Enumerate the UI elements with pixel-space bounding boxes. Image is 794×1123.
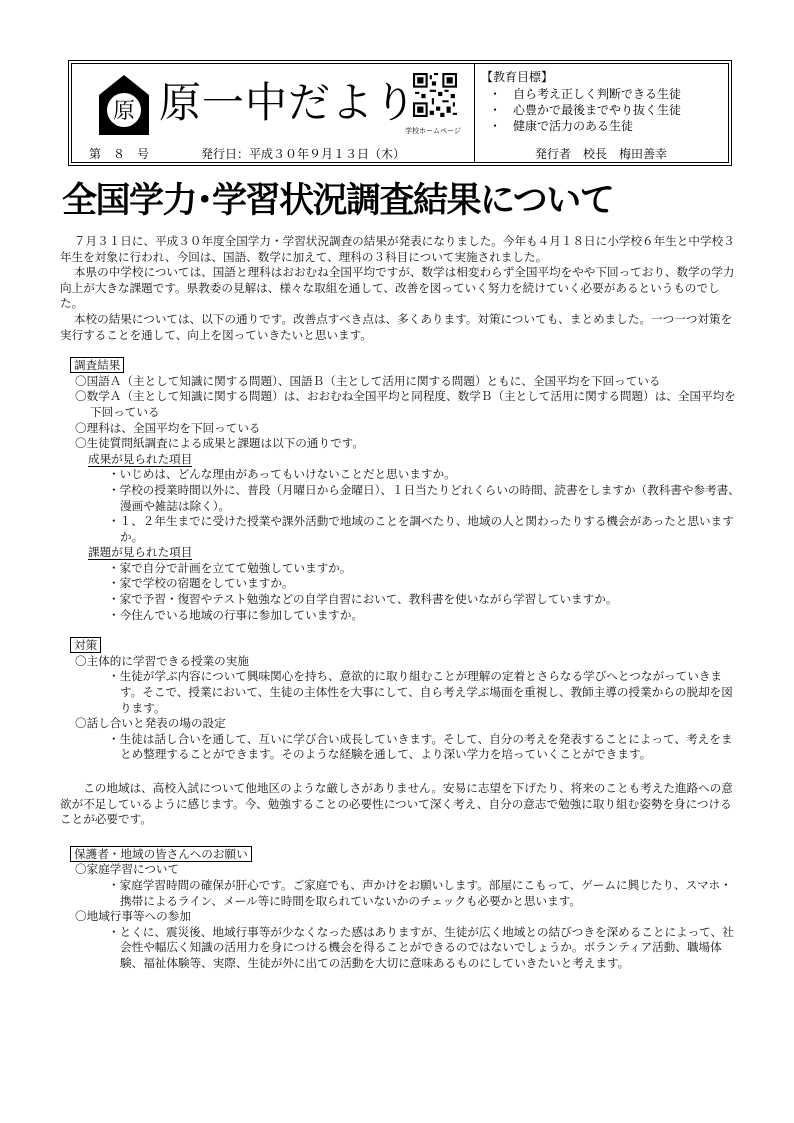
issue-item: ・家で自分で計画を立てて勉強していますか。 bbox=[108, 560, 352, 575]
article-title: 全国学力･学習状況調査結果について bbox=[62, 181, 614, 221]
result-item: 〇生徒質問紙調査による成果と課題は以下の通りです。 bbox=[75, 436, 364, 451]
issue-item: ・今住んでいる地域の行事に参加していますか。 bbox=[108, 607, 364, 622]
intro-paragraph: ７月３１日に、平成３０年度全国学力・学習状況調査の結果が発表になりました。今年も４月１８日に小学校６年生と中学校３年生を対象に行われ、今回は、国語、数学に加えて、理科の３科目について実施されました。 bbox=[60, 234, 735, 264]
issue-items-label: 課題が見られた項目 bbox=[88, 545, 193, 560]
success-item: ・１、２年生までに受けた授業や課外活動で地域のことを調べたり、地域の人と関わったりする機会があったと思いますか。 bbox=[108, 514, 734, 544]
qr-caption: 学校ホームページ bbox=[405, 127, 461, 135]
goals-heading: 【教育目標】 bbox=[481, 70, 554, 84]
success-item: ・いじめは、どんな理由があってもいけないことだと思いますか。 bbox=[108, 467, 456, 482]
result-item: 〇国語Ａ（主として知識に関する問題）、国語Ｂ（主として活用に関する問題）ともに、全国平均を下回っている bbox=[75, 373, 661, 388]
issue-date: 発行日：平成３０年９月１３日（木） bbox=[201, 147, 406, 161]
goal-item: ・ 健康で活力のある生徒 bbox=[489, 119, 634, 133]
article-body bbox=[60, 234, 740, 972]
measure-detail: ・生徒は話し合いを通して、互いに学び合い成長していきます。そして、自分の考えを発表することによって、考えをまとめ整理することができます。そのような経験を通して、より深い学力を培っていくことができます。 bbox=[108, 731, 733, 762]
result-item: 〇理科は、全国平均を下回っている bbox=[75, 420, 261, 435]
request-detail: ・家庭学習時間の確保が肝心です。ご家庭でも、声かけをお願いします。部屋にこもって、ゲームに興じたり、スマホ・携帯によるライン、メール等に時間を取られていないかのチェックも必要かと思います。 bbox=[108, 877, 732, 908]
issue-number: 第 ８ 号 bbox=[89, 147, 150, 161]
emblem-glyph: 原 bbox=[112, 99, 136, 124]
request-item: 〇地域行事等への参加 bbox=[75, 909, 191, 924]
request-section-label: 保護者・地域の皆さんへのお願い bbox=[70, 846, 252, 862]
intro-paragraph: 本校の結果については、以下の通りです。改善点すべき点は、多くあります。対策についても、まとめました。一つ一つ対策を実行することを通して、向上を図っていきたいと思います。 bbox=[60, 311, 733, 342]
qr-code-icon[interactable] bbox=[413, 73, 457, 117]
closing-paragraph: この地域は、高校入試について他地区のような厳しさがありません。安易に志望を下げたり、将来のことも考えた進路への意欲が不足しているように感じます。今、勉強することの必要性について深く考え、自分の意志で勉強に取り組む姿勢を身につけることが必要です。 bbox=[60, 781, 733, 827]
newsletter-header bbox=[68, 60, 732, 166]
result-item: 〇数学Ａ（主として知識に関する問題）は、おおむね全国平均と同程度、数学Ｂ（主として活用に関する問題）は、全国平均を下回っている bbox=[75, 389, 736, 419]
success-item: ・学校の授業時間以外に、普段（月曜日から金曜日）、１日当たりどれくらいの時間、読書をしますか（教科書や参考書、漫画や雑誌は除く）。 bbox=[108, 482, 740, 513]
publisher: 発行者 校長 梅田善幸 bbox=[535, 147, 668, 161]
measures-section-label: 対策 bbox=[70, 637, 101, 653]
measure-detail: ・生徒が学ぶ内容について興味関心を持ち、意欲的に取り組むことが理解の定着とさらなる学びへとつながっていきます。そこで、授業において、生徒の主体性を大事にして、自ら考え学ぶ場面を重視し、教師主導の授業からの脱却を図ります。 bbox=[108, 669, 733, 715]
results-section-label: 調査結果 bbox=[70, 357, 124, 373]
issue-item: ・家で学校の宿題をしていますか。 bbox=[108, 576, 294, 591]
request-item: 〇家庭学習について bbox=[75, 862, 180, 877]
issue-item: ・家で予習・復習やテスト勉強などの自学自習において、教科書を使いながら学習していますか。 bbox=[108, 592, 618, 607]
measure-item: 〇話し合いと発表の場の設定 bbox=[75, 716, 226, 731]
education-goals bbox=[481, 69, 681, 134]
goal-item: ・ 自ら考え正しく判断できる生徒 bbox=[489, 87, 682, 101]
goal-item: ・ 心豊かで最後までやり抜く生徒 bbox=[489, 103, 682, 117]
request-detail: ・とくに、震災後、地域行事等が少なくなった感はありますが、生徒が広く地域との結びつきを深めることによって、社会性や幅広く知識の活用力を身につける機会を得ることができるのではないでしょうか。ボランティア活動、職場体験、福祉体験等、実際、生徒が外に出ての活動を大切に意味あるものにしていきたいと考えます。 bbox=[108, 924, 734, 970]
school-emblem-icon bbox=[97, 73, 151, 137]
intro-paragraph: 本県の中学校については、国語と理科はおおむね全国平均ですが、数学は相変わらず全国平均をやや下回っており、数学の学力向上が大きな課題です。県教委の見解は、様々な取組を通して、改善を図っていく努力を続けていく必要があるというものでした。 bbox=[60, 265, 735, 311]
header-divider bbox=[474, 63, 475, 163]
success-items-label: 成果が見られた項目 bbox=[88, 451, 193, 466]
newsletter-title: 原一中だより bbox=[159, 78, 418, 127]
measure-item: 〇主体的に学習できる授業の実施 bbox=[75, 653, 249, 668]
